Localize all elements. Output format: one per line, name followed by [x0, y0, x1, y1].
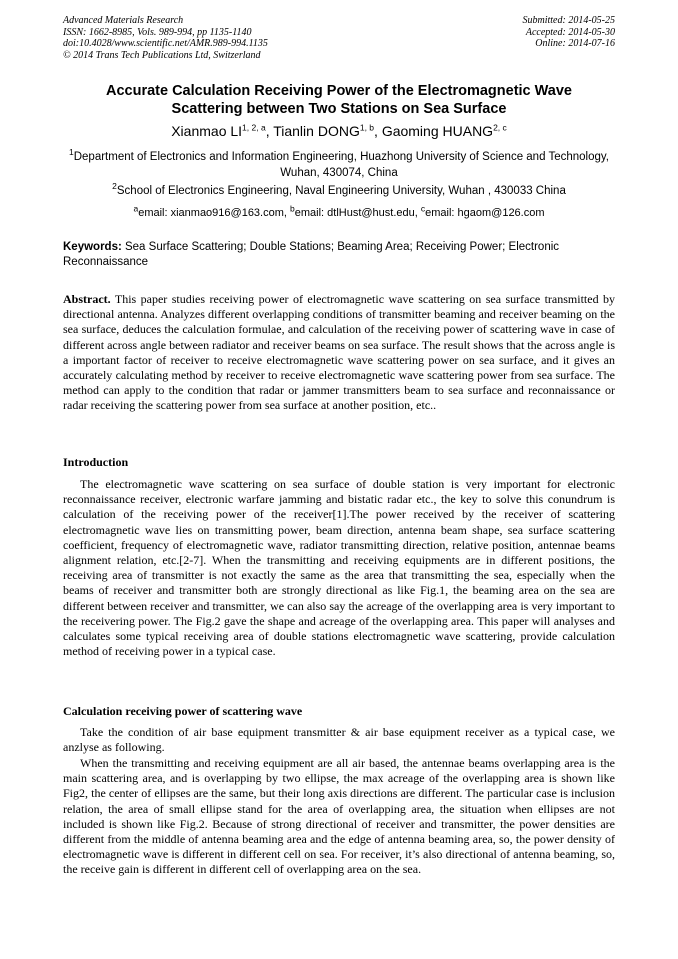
keywords-text: Sea Surface Scattering; Double Stations; Beaming Area; Receiving Power; Electronic Reconnaissance — [63, 241, 560, 268]
calculation-paragraph-1: Take the condition of air base equipment transmitter & air base equipment receiver as a typical case, we anzlyse as following. — [63, 725, 615, 755]
abstract-label: Abstract. — [63, 292, 111, 306]
affiliation-text: School of Electronics Engineering, Naval Engineering University, Wuhan , 430033 China — [116, 185, 566, 197]
publication-info — [63, 15, 268, 61]
issn-line: ISSN: 1662-8985, Vols. 989-994, pp 1135-1140 — [63, 26, 252, 38]
email-marker: c — [420, 203, 426, 214]
email-marker: a — [133, 203, 139, 214]
calculation-paragraph-2: When the transmitting and receiving equipment are all air based, the antennae beams overlapping area is the main scattering area, and is overlapping by two ellipse, the max acreage of the overlapping area is shown like Fig2, the center of ellipses are the same, but their long axis directions are different. The particular case is inclusion relation, the area of small ellipse stand for the area of overlapping area, the situation when ellipses are not included is shown like Fig.2. Because of strong directional of receiver and transmitter, the power densities are different from the middle of antenna beaming area and the edge of antenna beaming area, so, the power density of electromagnetic wave is different in different cell on sea. For receiver, it’s also directional of antenna beaming, so, the receive gain is different in different cell of overlapping area on the sea. — [63, 756, 615, 877]
keywords — [63, 240, 615, 270]
online-date: Online: 2014-07-16 — [535, 38, 615, 49]
affiliation-2 — [63, 183, 615, 199]
author-affiliation-marker: 2, c — [493, 122, 507, 133]
affiliation-marker: 1 — [68, 147, 74, 158]
section-heading-calculation: Calculation receiving power of scattering wave — [63, 704, 303, 718]
introduction-paragraph: The electromagnetic wave scattering on sea surface of double station is very important for electronic reconnaissance receiver, electronic warfare jamming and bistatic radar etc., the key to solve this conundrum is calculation of the receiving power of the receiver[1].The power received by the receiver of scattering electromagnetic wave lies on transmitting power, beam direction, antenna beam shape, sea surface scattering coefficient, frequency of electromagnetic wave, radiator transmitting direction, relative position, antennae beams alignment relation, etc.[2-7]. When the transmitting and receiving equipments are in different positions, the receiving area of transmitter is not exactly the same as the area that transmitting the sea, especially when the beams of receiver and transmitter both are strongly directional as like Fig.1, the beaming area on the sea are different between receiver and transmitter, we can also say the acreage of the overlapping area is very important to the receivering power. The Fig.2 gave the shape and acreage of the overlapping area. This paper will analyses and calculates some typical receiving area of double stations electromagnetic wave scattering, provide calculation method of receiving power in a typical case. — [63, 477, 615, 659]
author-affiliation-marker: 1, 2, a — [242, 122, 266, 133]
email-text: email: hgaom@126.com — [425, 207, 545, 219]
author-list — [63, 122, 615, 140]
keywords-label: Keywords: — [63, 241, 122, 253]
author-emails — [63, 205, 615, 221]
abstract-text: This paper studies receiving power of electromagnetic wave scattering on sea surface transmitted by directional antenna. Analyzes different overlapping conditions of transmitter beaming and receiver beaming on the sea surface, deduces the calculation formulae, and calculation of the receiving power of scattering wave in case of different across angle between radiator and receiver beams on sea surface. The result shows that the across angle is a important factor of receiver to receive electromagnetic wave scattering power on sea surface, and it gives an accurately calculating method by receiver to receive electromagnetic wave scattering power from sea surface. The method can apply to the condition that radar or jammer transmitters beam to sea surface and reconnaissance or radar receiving the scattering power from sea surface at another position, etc.. — [63, 292, 615, 413]
paper-title — [63, 82, 615, 118]
abstract — [63, 292, 615, 414]
doi-line: doi:10.4028/www.scientific.net/AMR.989-994.1135 — [63, 38, 268, 49]
accepted-date: Accepted: 2014-05-30 — [525, 26, 615, 38]
affiliation-1 — [63, 149, 615, 181]
email-marker: b — [290, 203, 295, 214]
copyright-line: © 2014 Trans Tech Publications Ltd, Switzerland — [63, 49, 261, 61]
author-separator: , — [265, 123, 274, 139]
paper-title-line-2: Scattering between Two Stations on Sea Surface — [171, 101, 507, 117]
email-text: email: dtlHust@hust.edu, — [294, 207, 421, 219]
affiliation-text: Department of Electronics and Information Engineering, Huazhong University of Science and Technology, Wuhan, 430074, China — [73, 151, 609, 179]
author-separator: , — [374, 123, 382, 139]
section-heading-introduction: Introduction — [63, 455, 129, 469]
publication-dates — [523, 15, 616, 50]
paper-title-line-1: Accurate Calculation Receiving Power of the Electromagnetic Wave — [105, 83, 572, 99]
affiliation-marker: 2 — [112, 181, 117, 192]
author-affiliation-marker: 1, b — [359, 122, 375, 133]
author-name: Gaoming HUANG — [381, 123, 494, 139]
email-text: email: xianmao916@163.com, — [138, 207, 291, 219]
submitted-date: Submitted: 2014-05-25 — [522, 15, 615, 26]
author-name: Tianlin DONG — [273, 123, 360, 139]
author-name: Xianmao LI — [171, 123, 243, 139]
journal-name: Advanced Materials Research — [63, 15, 184, 26]
